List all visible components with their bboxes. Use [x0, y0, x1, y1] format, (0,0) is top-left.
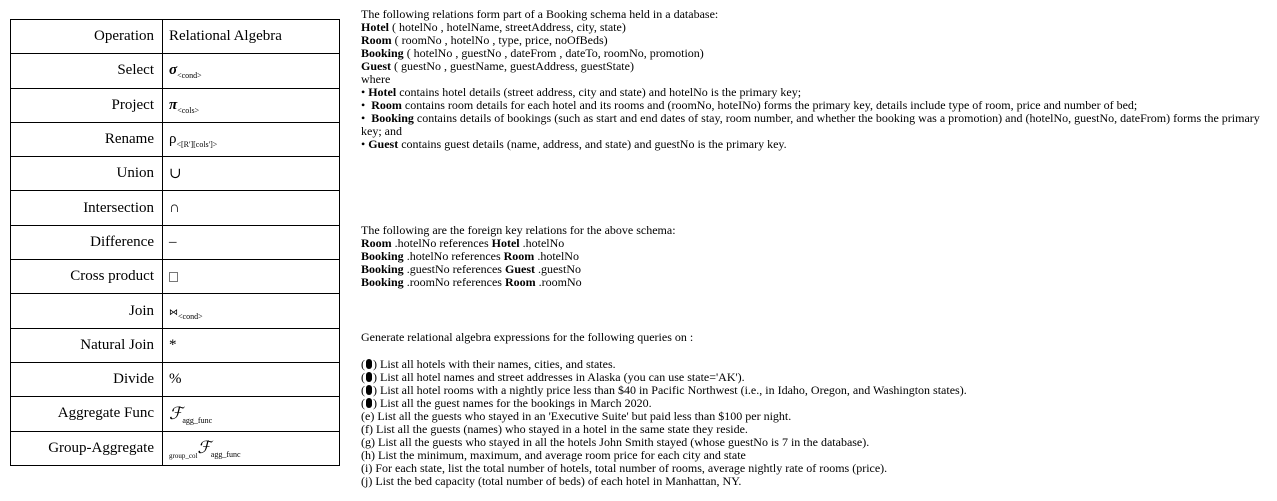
sigma-symbol: σ	[169, 62, 178, 79]
header-relational-algebra: Relational Algebra	[163, 20, 340, 54]
redaction-mark	[366, 385, 372, 395]
cross-product-box-icon	[169, 272, 178, 282]
op-symbol	[163, 260, 340, 294]
table-row-group-aggregate	[11, 431, 340, 465]
header-operation: Operation	[11, 20, 163, 54]
table-row-natural-join	[11, 328, 340, 362]
group-col-prefix: group_col	[169, 452, 198, 461]
op-name: Rename	[11, 122, 163, 156]
where-text: where	[361, 72, 391, 86]
rho-symbol: ρ	[169, 131, 177, 148]
op-symbol	[163, 431, 340, 465]
op-name: Project	[11, 88, 163, 122]
list-item: (j) List the bed capacity (total number of beds) of each hotel in Manhattan, NY.	[361, 474, 742, 488]
op-symbol	[163, 122, 340, 156]
generate-text: Generate relational algebra expressions for the following queries on :	[361, 330, 694, 344]
list-item: ( ) List all hotel rooms with a nightly price less than $40 in Pacific Northwest (i.e., in Idaho, Oregon, and Washington states).	[361, 383, 967, 397]
symbol-subscript: <cond>	[177, 71, 202, 81]
op-name: Union	[11, 157, 163, 191]
list-item: ( ) List all hotel names and street addresses in Alaska (you can use state='AK').	[361, 370, 745, 384]
symbol-subscript: agg_func	[210, 450, 241, 460]
op-name: Aggregate Func	[11, 397, 163, 431]
pi-symbol: π	[169, 96, 178, 113]
fk-line: Booking .hotelNo references Room .hotelNo	[361, 249, 579, 263]
op-name: Natural Join	[11, 328, 163, 362]
redaction-mark	[366, 372, 372, 382]
foreign-key-section	[361, 224, 676, 289]
union-symbol: ∪	[163, 157, 340, 191]
bullet-booking: • Booking contains details of bookings (such as start and end dates of stay, room number, and whether the booking was a promotion) and (hotelNo, guestNo, dateFrom) forms the primary key; and	[361, 111, 1260, 138]
op-name: Cross product	[11, 260, 163, 294]
fk-line: Booking .guestNo references Guest .guestNo	[361, 262, 581, 276]
op-name: Intersection	[11, 191, 163, 225]
table-row-join	[11, 294, 340, 328]
symbol-subscript: <cond>	[178, 311, 203, 321]
relation-hotel: Hotel ( hotelNo , hotelName, streetAddress, city, state)	[361, 20, 626, 34]
op-symbol	[163, 54, 340, 88]
list-item: ( ) List all hotels with their names, cities, and states.	[361, 357, 616, 371]
table-header-row	[11, 20, 340, 54]
list-item: ( ) List all the guest names for the bookings in March 2020.	[361, 396, 652, 410]
table-row-rename	[11, 122, 340, 156]
list-item: (e) List all the guests who stayed in an 'Executive Suite' but paid less than $100 per night.	[361, 409, 792, 423]
op-symbol	[163, 294, 340, 328]
difference-symbol: –	[163, 225, 340, 259]
list-item: (f) List all the guests (names) who stayed in a hotel in the same state they reside.	[361, 422, 748, 436]
bullet-guest: • Guest contains guest details (name, address, and state) and guestNo is the primary key.	[361, 137, 787, 151]
relational-algebra-table	[10, 19, 340, 466]
op-name: Group-Aggregate	[11, 431, 163, 465]
table-row-divide	[11, 362, 340, 396]
table-row-cross-product	[11, 260, 340, 294]
fk-intro: The following are the foreign key relations for the above schema:	[361, 223, 676, 237]
table-row-difference	[11, 225, 340, 259]
table-row-project	[11, 88, 340, 122]
op-symbol	[163, 88, 340, 122]
symbol-subscript: <cols>	[177, 105, 200, 115]
redaction-mark	[366, 398, 372, 408]
schema-section	[361, 8, 1273, 151]
join-symbol: ⋈	[169, 306, 178, 317]
list-item: (h) List the minimum, maximum, and average room price for each city and state	[361, 448, 746, 462]
bullet-hotel: • Hotel contains hotel details (street address, city and state) and hotelNo is the primary key;	[361, 85, 802, 99]
relation-room: Room ( roomNo , hotelNo , type, price, noOfBeds)	[361, 33, 608, 47]
table-row-intersection	[11, 191, 340, 225]
intro-text: The following relations form part of a Booking schema held in a database:	[361, 7, 719, 21]
script-f-symbol: ℱ	[169, 403, 183, 423]
relation-booking: Booking ( hotelNo , guestNo , dateFrom , dateTo, roomNo, promotion)	[361, 46, 704, 60]
natural-join-symbol: *	[163, 328, 340, 362]
fk-line: Room .hotelNo references Hotel .hotelNo	[361, 236, 565, 250]
op-name: Difference	[11, 225, 163, 259]
symbol-subscript: <[R'][cols']>	[176, 140, 218, 150]
relation-guest: Guest ( guestNo , guestName, guestAddress, guestState)	[361, 59, 634, 73]
op-symbol	[163, 397, 340, 431]
divide-symbol: %	[163, 362, 340, 396]
bullet-room: • Room contains room details for each hotel and its rooms and (roomNo, hoteINo) forms the primary key, details include type of room, price and number of bed;	[361, 98, 1138, 112]
fk-line: Booking .roomNo references Room .roomNo	[361, 275, 582, 289]
table-row-aggregate-func	[11, 397, 340, 431]
script-f-symbol: ℱ	[197, 438, 211, 458]
table-row-union	[11, 157, 340, 191]
list-item: (i) For each state, list the total number of hotels, total number of rooms, average nightly rate of rooms (price).	[361, 461, 888, 475]
op-name: Join	[11, 294, 163, 328]
query-list	[361, 358, 967, 488]
intersection-symbol: ∩	[163, 191, 340, 225]
table-row-select	[11, 54, 340, 88]
op-name: Divide	[11, 362, 163, 396]
op-name: Select	[11, 54, 163, 88]
symbol-subscript: agg_func	[182, 415, 213, 425]
list-item: (g) List all the guests who stayed in all the hotels John Smith stayed (whose guestNo is 7 in the database).	[361, 435, 870, 449]
redaction-mark	[366, 359, 372, 369]
